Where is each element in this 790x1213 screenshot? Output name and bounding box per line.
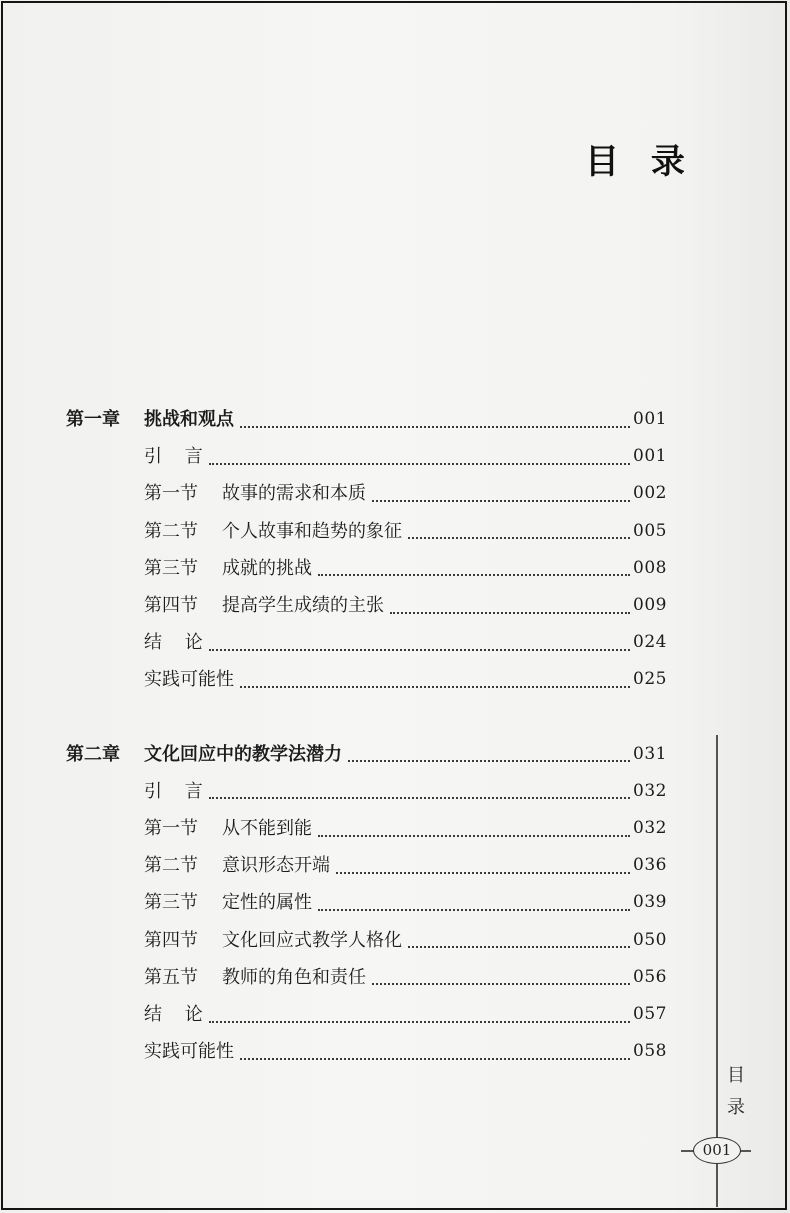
toc-entry — [66, 624, 667, 661]
page-number: 005 — [633, 520, 667, 541]
entry-title: 提高学生成绩的主张 — [222, 594, 384, 616]
page-number: 001 — [633, 409, 667, 429]
toc-entry — [66, 847, 667, 884]
entry-title: 意识形态开端 — [222, 855, 330, 877]
toc-entry — [66, 884, 667, 921]
chapter-number: 第二章 — [66, 743, 120, 765]
entry-title: 引 言 — [144, 780, 203, 802]
entry-title: 个人故事和趋势的象征 — [222, 520, 402, 542]
toc-entry — [66, 1033, 667, 1070]
section-number: 第四节 — [144, 594, 198, 616]
toc-entry — [66, 922, 667, 959]
page-number: 032 — [633, 780, 667, 801]
dot-leader — [240, 686, 630, 688]
section-number: 第三节 — [144, 557, 198, 579]
page-number: 056 — [633, 966, 667, 987]
dot-leader — [408, 946, 630, 948]
dot-leader — [348, 760, 630, 762]
page-number: 058 — [633, 1041, 667, 1062]
section-number: 第五节 — [144, 966, 198, 988]
page-number: 002 — [633, 483, 667, 504]
page-number-badge: 001 — [693, 1137, 741, 1164]
dot-leader — [209, 463, 630, 465]
toc-entry — [66, 587, 667, 624]
page-number: 001 — [633, 446, 667, 467]
chapter-number: 第一章 — [66, 409, 120, 430]
dot-leader — [372, 500, 630, 502]
chapter-title: 文化回应中的教学法潜力 — [144, 743, 342, 765]
dot-leader — [209, 797, 630, 799]
entry-title: 结 论 — [144, 632, 203, 654]
entry-title: 文化回应式教学人格化 — [222, 929, 402, 951]
entry-title: 定性的属性 — [222, 892, 312, 914]
page-number: 039 — [633, 892, 667, 913]
dot-leader — [372, 983, 630, 985]
chapter-spacer — [66, 699, 667, 736]
page-number: 009 — [633, 594, 667, 615]
table-of-contents — [66, 401, 667, 1070]
entry-title: 引 言 — [144, 446, 203, 468]
dot-leader — [318, 835, 630, 837]
page-number: 036 — [633, 855, 667, 876]
side-tab-char: 目 — [727, 1065, 745, 1086]
dot-leader — [240, 1058, 630, 1060]
page-number: 008 — [633, 557, 667, 578]
dot-leader — [318, 909, 630, 911]
dot-leader — [336, 872, 630, 874]
page-title: 目 录 — [585, 142, 685, 182]
section-number: 第二节 — [144, 520, 198, 542]
chapter-title: 挑战和观点 — [144, 409, 234, 430]
entry-title: 实践可能性 — [144, 1041, 234, 1063]
section-number: 第一节 — [144, 818, 198, 840]
chapter-heading — [66, 736, 667, 773]
page-number: 050 — [633, 929, 667, 950]
page-number: 057 — [633, 1004, 667, 1024]
toc-entry — [66, 475, 667, 512]
chapter-heading — [66, 401, 667, 438]
toc-entry — [66, 438, 667, 475]
toc-entry — [66, 513, 667, 550]
dot-leader — [209, 649, 630, 651]
page-number: 024 — [633, 632, 667, 653]
toc-entry — [66, 661, 667, 698]
dot-leader — [408, 537, 630, 539]
dot-leader — [240, 426, 630, 428]
page-number: 025 — [633, 669, 667, 690]
entry-title: 教师的角色和责任 — [222, 966, 366, 988]
entry-title: 故事的需求和本质 — [222, 483, 366, 505]
page-number: 031 — [633, 743, 667, 764]
side-tab-char: 录 — [727, 1097, 745, 1118]
section-number: 第二节 — [144, 855, 198, 877]
entry-title: 成就的挑战 — [222, 557, 312, 579]
dot-leader — [209, 1021, 630, 1023]
section-number: 第一节 — [144, 483, 198, 505]
dot-leader — [390, 612, 630, 614]
section-number: 第三节 — [144, 892, 198, 914]
entry-title: 结 论 — [144, 1004, 203, 1025]
toc-entry — [66, 550, 667, 587]
toc-entry — [66, 810, 667, 847]
dot-leader — [318, 574, 630, 576]
entry-title: 实践可能性 — [144, 669, 234, 691]
page-number: 032 — [633, 818, 667, 839]
section-number: 第四节 — [144, 929, 198, 951]
toc-entry — [66, 996, 667, 1033]
toc-entry — [66, 959, 667, 996]
toc-entry — [66, 773, 667, 810]
entry-title: 从不能到能 — [222, 818, 312, 840]
